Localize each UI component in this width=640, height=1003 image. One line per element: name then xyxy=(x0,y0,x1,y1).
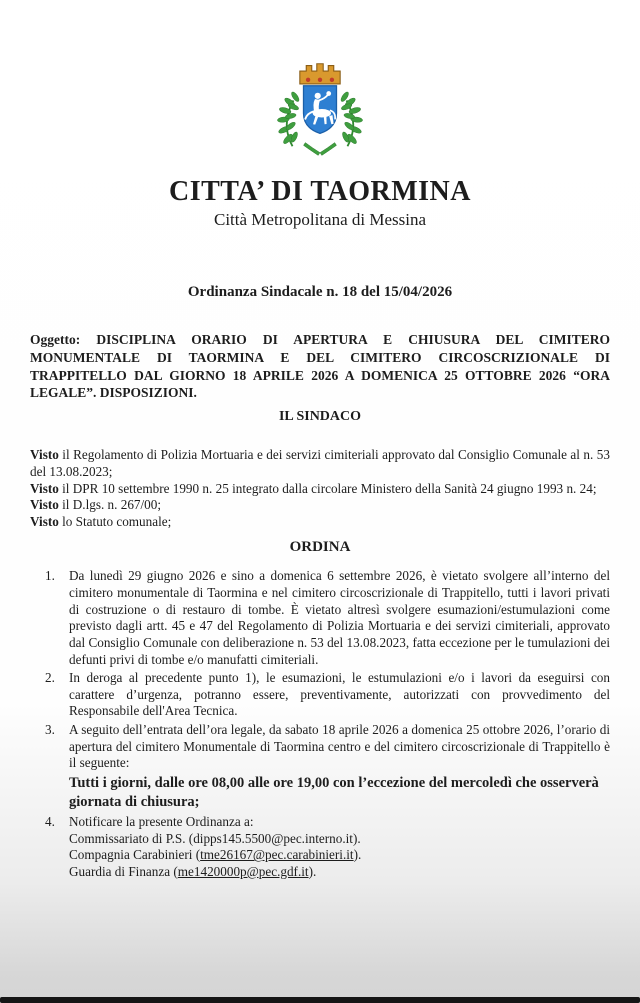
order-item-1 xyxy=(30,568,610,668)
item-number: 4. xyxy=(45,814,55,830)
order-item-4 xyxy=(30,814,610,881)
notify-recipient-ps: Commissariato di P.S. (dipps145.5500@pec.interno.it). xyxy=(69,830,361,846)
authority-heading: IL SINDACO xyxy=(278,409,362,425)
recital-line: Visto il DPR 10 settembre 1990 n. 25 integrato dalla circolare Ministero della Sanità 24 giugno 1993 n. 24; xyxy=(30,480,597,496)
notify-intro: Notificare la presente Ordinanza a: xyxy=(69,814,254,830)
item-number: 3. xyxy=(45,722,55,737)
order-item-3 xyxy=(30,722,610,812)
screen-bottom-bar xyxy=(0,997,640,1003)
taormina-coat-of-arms-icon xyxy=(265,60,375,172)
notify-recipient-gdf: Guardia di Finanza (me1420000p@pec.gdf.it). xyxy=(69,864,317,879)
ordinance-title: Ordinanza Sindacale n. 18 del 15/04/2026 xyxy=(187,284,453,300)
mural-crown xyxy=(300,64,340,84)
item-text xyxy=(69,814,610,881)
schedule-bold-text: Tutti i giorni, dalle ore 08,00 alle ore 19,00 con l’eccezione del mercoledì che osserverà giornata di chiusura; xyxy=(69,774,599,810)
item-text xyxy=(69,722,610,812)
item-text: In deroga al precedente punto 1), le esumazioni, le estumulazioni e/o i lavori da eseguirsi con carattere d’urgenza, potranno essere, preventivamente, autorizzati con provvedimento del Responsabile dell'Area Tecnica. xyxy=(69,670,610,719)
order-item-2 xyxy=(30,670,610,720)
city-name: CITTA’ DI TAORMINA xyxy=(169,176,471,207)
recital-line: Visto il D.lgs. n. 267/00; xyxy=(30,497,162,513)
item-number: 2. xyxy=(45,670,55,686)
item-number: 1. xyxy=(45,568,55,584)
subject-label: Oggetto: xyxy=(30,332,81,347)
recitals-block xyxy=(30,447,610,530)
email-link[interactable]: tme26167@pec.carabinieri.it xyxy=(200,847,354,863)
subject-text: DISCIPLINA ORARIO DI APERTURA E CHIUSURA DEL CIMITERO MONUMENTALE DI TAORMINA E DEL CIMITERO CIRCOSCRIZIONALE DI TRAPPITELLO DAL GIORNO 18 APRILE 2026 A DOMENICA 25 OTTOBRE 2026 “ORA LEGALE”. DISPOSIZIONI. xyxy=(30,332,611,401)
order-heading: ORDINA xyxy=(289,539,351,556)
item-text: Da lunedì 29 giugno 2026 e sino a domenica 6 settembre 2026, è vietato svolgere all’interno del cimitero monumentale di Taormina e nel cimitero circoscrizionale di Trappitello, tutti i lavori privati di costruzione o di restauro di tombe. È vietato altresì svolgere esumazioni/estumulazioni come previsto dagli artt. 45 e 47 del Regolamento di Polizia Mortuaria e dei servizi cimiteriali, approvato dal Consiglio Comunale con deliberazione n. 53 del 13.08.2023, fatta eccezione per le tumulazioni dei defunti privi di tombe e/o manufatti cimiteriali. xyxy=(69,568,610,667)
subject-paragraph xyxy=(30,331,610,402)
notify-recipient-carabinieri: Compagnia Carabinieri (tme26167@pec.carabinieri.it). xyxy=(69,847,362,863)
email-link[interactable]: me1420000p@pec.gdf.it xyxy=(177,864,309,879)
recital-line: Visto lo Statuto comunale; xyxy=(30,513,172,529)
recital-line: Visto il Regolamento di Polizia Mortuaria e dei servizi cimiteriali approvato dal Consiglio Comunale al n. 53 del 13.08.2023; xyxy=(30,447,610,479)
item-text-normal: A seguito dell’entrata dell’ora legale, da sabato 18 aprile 2026 a domenica 25 ottobre 2026, l’orario di apertura del cimitero Monumentale di Taormina centro e del cimitero circoscrizionale di Trappitello è il seguente: xyxy=(69,722,610,771)
order-items xyxy=(30,568,610,880)
email-address: dipps145.5500@pec.interno.it xyxy=(193,830,353,846)
city-subtitle: Città Metropolitana di Messina xyxy=(214,210,426,229)
